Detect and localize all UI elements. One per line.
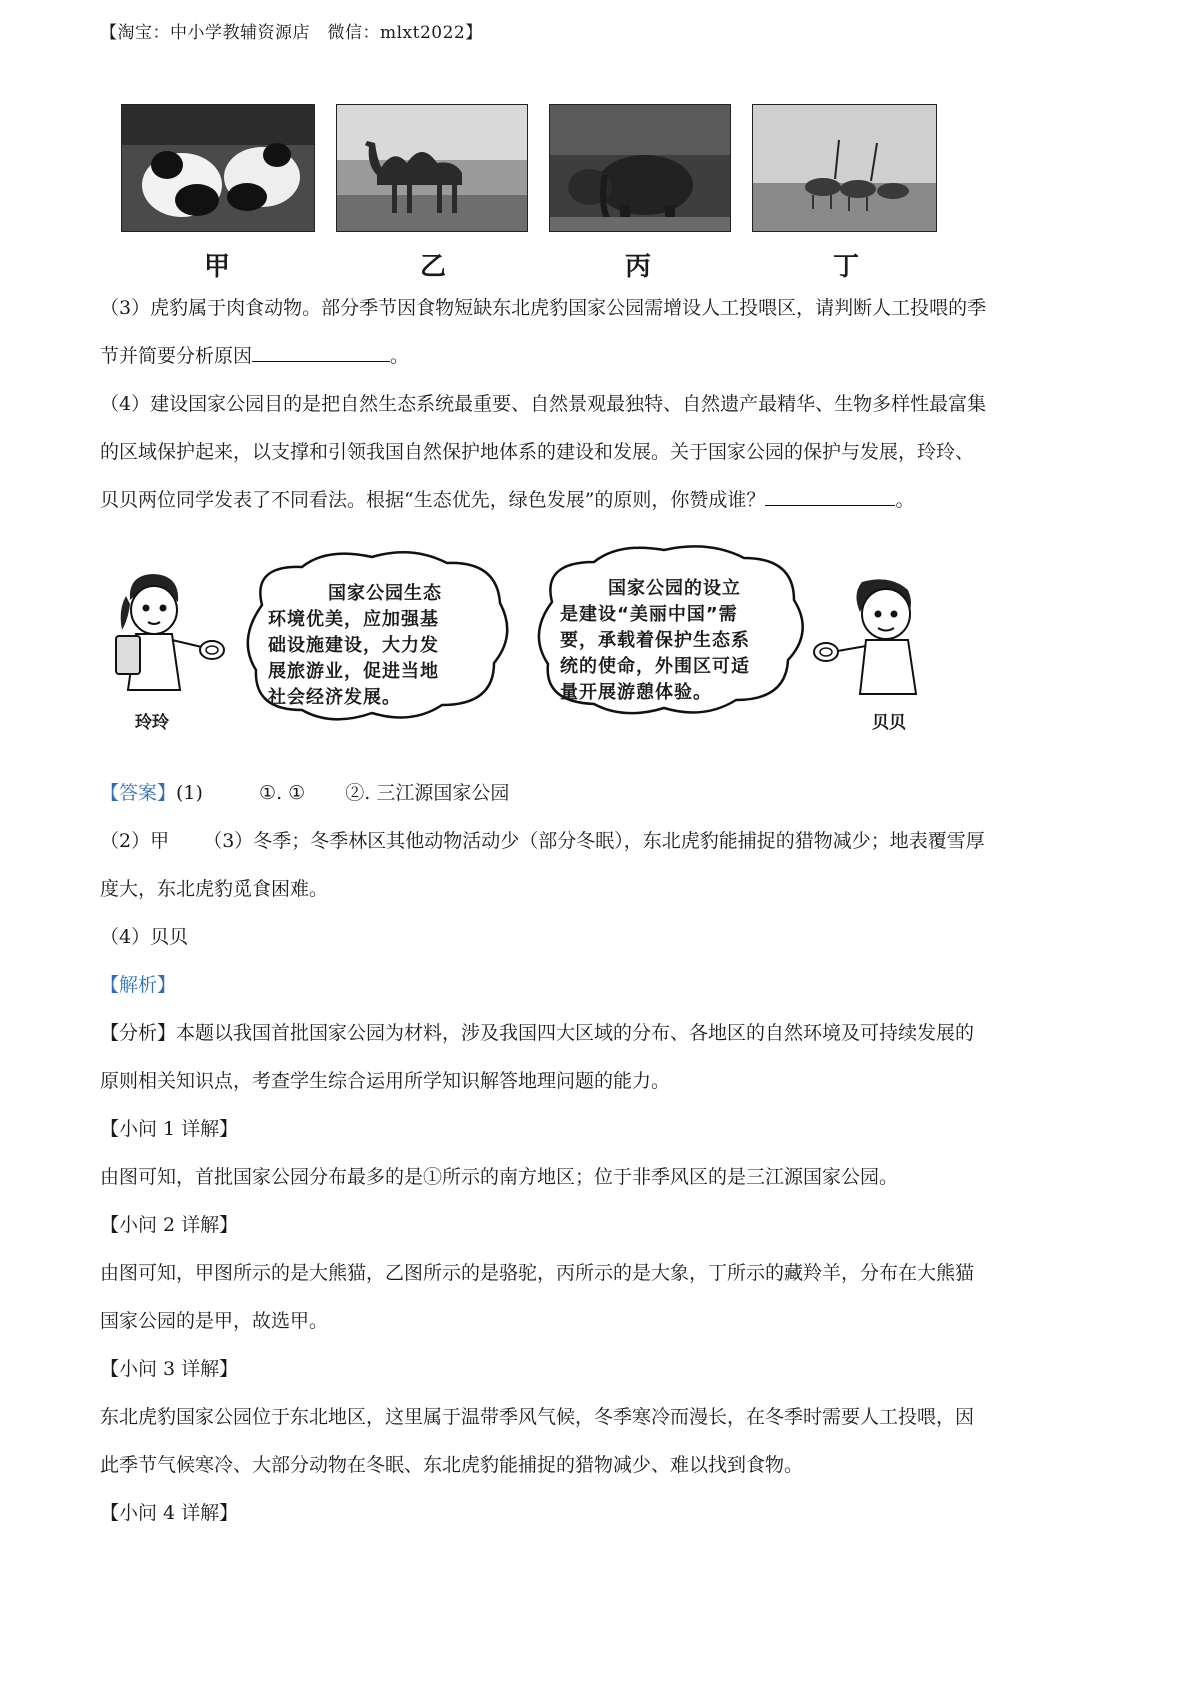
lingling-bubble-text <box>268 581 498 711</box>
subquestion-2-title: 【小问 2 详解】 <box>100 1214 239 1236</box>
lingling-bubble-line-1: 国家公园生态 <box>328 583 442 604</box>
question-3 <box>100 284 1100 380</box>
beibei-name: 贝贝 <box>872 713 906 733</box>
beibei-bubble-line-2: 是建设“美丽中国”需 <box>560 604 738 625</box>
q3-line2: 节并简要分析原因 <box>100 345 253 367</box>
beibei-bubble-line-5: 量开展游憩体验。 <box>560 682 712 703</box>
question-4 <box>100 380 1100 524</box>
beibei-bubble-line-1: 国家公园的设立 <box>608 578 741 599</box>
photo-label-yi: 乙 <box>420 252 447 282</box>
lingling-bubble-line-2: 环境优美，应加强基 <box>268 609 439 630</box>
camel-photo <box>336 104 528 232</box>
q4-line3-end: 。 <box>895 489 915 511</box>
subquestion-1-title: 【小问 1 详解】 <box>100 1118 239 1140</box>
q3-line2-wrap <box>100 332 1100 380</box>
analysis-tag: 【解析】 <box>100 974 177 996</box>
subquestion-2-body-1: 由图可知，甲图所示的是大熊猫，乙图所示的是骆驼，丙所示的是大象，丁所示的藏羚羊，分布在大熊猫 <box>100 1262 975 1284</box>
lingling-name: 玲玲 <box>135 713 169 733</box>
subquestion-2-body-2: 国家公园的是甲，故选甲。 <box>100 1310 329 1332</box>
panda-photo <box>121 104 315 232</box>
lingling-bubble-line-5: 社会经济发展。 <box>268 687 401 708</box>
q4-line2: 的区域保护起来，以支撑和引领我国自然保护地体系的建设和发展。关于国家公园的保护与发展，玲玲、 <box>100 441 975 463</box>
beibei-figure <box>812 572 930 702</box>
beibei-speech-bubble <box>524 540 814 720</box>
elephant-photo <box>549 104 731 232</box>
beibei-bubble-text <box>560 576 796 706</box>
q3-answer-blank[interactable] <box>252 341 390 362</box>
answer-part-1: (1) <box>176 782 203 804</box>
lingling-bubble-line-3: 础设施建设，大力发 <box>268 635 439 656</box>
answer-line-2 <box>100 826 985 853</box>
answer-line-1 <box>100 778 509 805</box>
beibei-bubble-line-3: 要，承载着保护生态系 <box>560 630 750 651</box>
answer-part-1-option-1: ①. ① <box>259 782 306 804</box>
q4-line3: 贝贝两位同学发表了不同看法。根据“生态优先，绿色发展”的原则，你赞成谁？ <box>100 489 766 511</box>
lingling-bubble-line-4: 展旅游业，促进当地 <box>268 661 439 682</box>
q4-line3-wrap <box>100 476 1100 524</box>
answer-line-3: 度大，东北虎豹觅食困难。 <box>100 878 329 900</box>
answer-part-3: （3）冬季；冬季林区其他动物活动少（部分冬眠），东北虎豹能捕捉的猎物减少；地表覆雪厚 <box>203 830 985 852</box>
subquestion-1-body: 由图可知，首批国家公园分布最多的是①所示的南方地区；位于非季风区的是三江源国家公园。 <box>100 1166 899 1188</box>
answer-tag: 【答案】 <box>100 782 177 804</box>
lingling-figure <box>108 570 228 700</box>
answer-part-1-option-2: ②. 三江源国家公园 <box>345 782 510 804</box>
photo-label-ding: 丁 <box>833 252 860 282</box>
lingling-speech-bubble <box>232 545 518 727</box>
photo-label-bing: 丙 <box>625 252 652 282</box>
analysis-intro-2: 原则相关知识点，考查学生综合运用所学知识解答地理问题的能力。 <box>100 1070 671 1092</box>
subquestion-3-body-1: 东北虎豹国家公园位于东北地区，这里属于温带季风气候，冬季寒冷而漫长，在冬季时需要人工投喂，因 <box>100 1406 975 1428</box>
header-note: 【淘宝：中小学教辅资源店 微信：mlxt2022】 <box>100 23 483 43</box>
subquestion-4-title: 【小问 4 详解】 <box>100 1502 239 1524</box>
answer-part-2: （2）甲 <box>100 830 170 852</box>
q3-line1: （3）虎豹属于肉食动物。部分季节因食物短缺东北虎豹国家公园需增设人工投喂区，请判断人工投喂的季 <box>100 297 987 319</box>
q4-line1: （4）建设国家公园目的是把自然生态系统最重要、自然景观最独特、自然遗产最精华、生物多样性最富集 <box>100 393 987 415</box>
antelope-photo <box>752 104 937 232</box>
subquestion-3-title: 【小问 3 详解】 <box>100 1358 239 1380</box>
beibei-bubble-line-4: 统的使命，外围区可适 <box>560 656 750 677</box>
answer-line-4: （4）贝贝 <box>100 926 189 948</box>
subquestion-3-body-2: 此季节气候寒冷、大部分动物在冬眠、东北虎豹能捕捉的猎物减少、难以找到食物。 <box>100 1454 804 1476</box>
q3-line2-end: 。 <box>390 345 410 367</box>
q4-answer-blank[interactable] <box>765 485 895 506</box>
analysis-intro-1: 【分析】本题以我国首批国家公园为材料，涉及我国四大区域的分布、各地区的自然环境及可持续发展的 <box>100 1022 975 1044</box>
photo-label-jia: 甲 <box>204 252 231 282</box>
